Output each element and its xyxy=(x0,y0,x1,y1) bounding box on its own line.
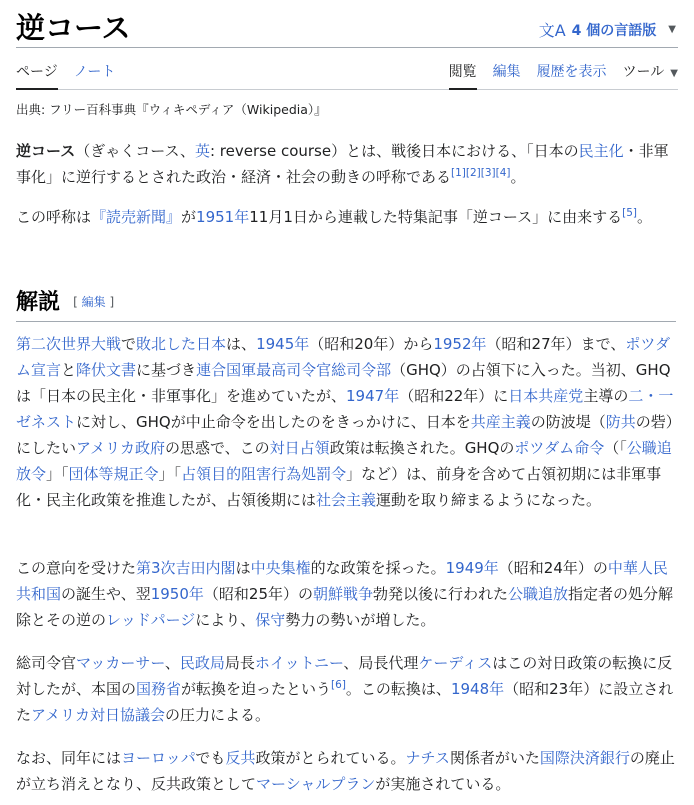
text: の廃止が立ち消えとなり、反共政策として xyxy=(16,749,675,793)
text: 政策がとられている。 xyxy=(255,749,406,767)
link[interactable]: 日本共産党 xyxy=(508,387,584,405)
tab-page[interactable]: ページ xyxy=(16,58,58,90)
link[interactable]: 共産主義 xyxy=(470,413,531,431)
text: に基づき xyxy=(136,361,197,379)
section-heading-row xyxy=(16,286,676,322)
link[interactable]: ポツダム宣言 xyxy=(16,335,671,379)
text: 総司令官 xyxy=(16,654,77,672)
link[interactable]: 公職追放 xyxy=(508,585,569,603)
text: （「 xyxy=(604,439,627,457)
translate-icon: 文A xyxy=(538,21,566,40)
reference-6[interactable]: [6] xyxy=(331,679,346,691)
text: はこの対日政策の転換に反対したが、本国の xyxy=(16,654,673,698)
explanation-paragraph-1 xyxy=(16,331,676,513)
reference-2[interactable]: [2] xyxy=(465,167,481,179)
text: 的な政策を採った。 xyxy=(310,559,446,577)
text: （昭和24年）の xyxy=(498,559,608,577)
explanation-paragraph-4 xyxy=(16,745,676,797)
link-democratization[interactable]: 民主化 xyxy=(578,142,624,160)
text: 運動を取り締まるようになった。 xyxy=(376,491,602,509)
section-edit xyxy=(73,295,114,309)
text: 。この転換は、 xyxy=(345,680,451,698)
text: により、 xyxy=(195,611,256,629)
tab-history[interactable]: 履歴を表示 xyxy=(536,64,607,80)
tab-tools[interactable] xyxy=(623,58,678,90)
text: が xyxy=(181,208,197,226)
chevron-down-icon: ▼ xyxy=(668,24,676,35)
text: 指定者の処分解除とその逆の xyxy=(16,585,674,629)
text: なお、同年には xyxy=(16,749,122,767)
intro-paragraph xyxy=(16,138,676,190)
text: （昭和22年）に xyxy=(399,387,509,405)
link[interactable]: ヨーロッパ xyxy=(121,749,196,767)
link[interactable]: 占領目的阻害行為処罰令 xyxy=(181,465,347,483)
reference-3[interactable]: [3] xyxy=(480,167,496,179)
link[interactable]: ホイットニー xyxy=(254,654,344,672)
link[interactable]: 防共 xyxy=(605,413,636,431)
bracket: ] xyxy=(109,295,115,309)
link[interactable]: アメリカ政府 xyxy=(76,439,165,457)
text: 政策は転換された。GHQの xyxy=(329,439,515,457)
tab-read[interactable]: 閲覧 xyxy=(449,58,477,90)
link[interactable]: ポツダム命令 xyxy=(514,439,605,457)
section-edit-link[interactable]: 編集 xyxy=(81,295,106,309)
text: の防波堤（ xyxy=(530,413,606,431)
link[interactable]: マーシャルプラン xyxy=(256,775,376,793)
link[interactable]: 1952年 xyxy=(433,335,487,353)
explanation-paragraph-3 xyxy=(16,650,676,728)
link[interactable]: 連合国軍最高司令官総司令部 xyxy=(196,361,392,379)
link[interactable]: ナチス xyxy=(405,749,450,767)
text: 関係者がいた xyxy=(449,749,540,767)
link[interactable]: 社会主義 xyxy=(316,491,377,509)
language-button-label: 4 個の言語版 xyxy=(571,22,657,39)
link[interactable]: 第3次吉田内閣 xyxy=(136,559,236,577)
link[interactable]: 二・一ゼネスト xyxy=(16,387,674,431)
link[interactable]: ケーディス xyxy=(418,654,493,672)
link[interactable]: 公職追放令 xyxy=(16,439,672,483)
text: は、 xyxy=(226,335,257,353)
link[interactable]: 中央集権 xyxy=(250,559,311,577)
text: （GHQ）の占領下に入った。当初、GHQは「日本の民主化・非軍事化」を進めていたが、 xyxy=(16,361,671,405)
link[interactable]: 中華人民共和国 xyxy=(16,559,668,603)
link[interactable]: 朝鮮戦争 xyxy=(313,585,374,603)
text: 11月1日から連載した特集記事「逆コース」に由来する xyxy=(249,208,623,226)
page-title: 逆コース xyxy=(16,11,131,45)
link[interactable]: 1947年 xyxy=(346,387,400,405)
text: の誕生や、翌 xyxy=(61,585,151,603)
text: この呼称は xyxy=(16,208,92,226)
text: （昭和27年）まで、 xyxy=(486,335,626,353)
link[interactable]: 民政局 xyxy=(179,654,225,672)
reference-4[interactable]: [4] xyxy=(495,167,511,179)
chevron-down-icon: ▼ xyxy=(670,68,678,79)
text: に対し、GHQが中止命令を出したのをきっかけに、日本を xyxy=(76,413,471,431)
link[interactable]: 保守 xyxy=(255,611,286,629)
text: が実施されている。 xyxy=(375,775,511,793)
text: 。 xyxy=(637,208,653,226)
text: 」「 xyxy=(46,465,69,483)
text: この意向を受けた xyxy=(16,559,137,577)
link-1951[interactable]: 1951年 xyxy=(196,208,250,226)
text: 主導の xyxy=(583,387,629,405)
link[interactable]: 敗北した日本 xyxy=(136,335,227,353)
link[interactable]: 団体等規正令 xyxy=(68,465,159,483)
text: は xyxy=(235,559,251,577)
title-row xyxy=(16,10,678,48)
text: 」「 xyxy=(158,465,182,483)
link[interactable]: 国務省 xyxy=(136,680,182,698)
text: 、 xyxy=(164,654,180,672)
link[interactable]: 1948年 xyxy=(450,680,505,698)
text: （昭和23年）に設立された xyxy=(16,680,674,724)
term-bold: 逆コース xyxy=(16,142,76,160)
text: が転換を迫ったという xyxy=(181,680,332,698)
text: 勢力の勢いが増した。 xyxy=(285,611,436,629)
tab-tools-label: ツール xyxy=(622,64,665,80)
link-english[interactable]: 英 xyxy=(194,142,210,160)
explanation-paragraph-2 xyxy=(16,555,676,633)
origin-paragraph xyxy=(16,204,676,230)
language-button[interactable] xyxy=(539,18,676,41)
link[interactable]: 対日占領 xyxy=(269,439,330,457)
tab-talk[interactable]: ノート xyxy=(73,64,116,80)
link[interactable]: 1949年 xyxy=(445,559,499,577)
text: の思惑で、この xyxy=(164,439,270,457)
section-heading: 解説 xyxy=(16,289,61,315)
bracket: [ xyxy=(73,295,78,309)
text: 、局長代理 xyxy=(343,654,419,672)
text: 」など）は、前身を含めて占領初期には非軍事化・民主化政策を推進したが、占領後期には xyxy=(16,465,662,509)
tagline: 出典: フリー百科事典『ウィキペディア（Wikipedia）』 xyxy=(16,102,327,117)
link[interactable]: レッドパージ xyxy=(106,611,196,629)
link[interactable]: 降伏文書 xyxy=(76,361,137,379)
link[interactable]: 1945年 xyxy=(256,335,310,353)
text: （ぎゃくコース、 xyxy=(75,142,195,160)
link[interactable]: マッカーサー xyxy=(76,654,165,672)
link[interactable]: アメリカ対日協議会 xyxy=(31,706,165,724)
tabs-row xyxy=(16,58,678,90)
text: ・非軍事化」に逆行するとされた政治・経済・社会の動きの呼称である xyxy=(16,142,669,186)
link[interactable]: 1950年 xyxy=(150,585,204,603)
text: でも xyxy=(195,749,226,767)
text: 勃発以後に行われた xyxy=(373,585,509,603)
text: の砦）にしたい xyxy=(16,413,674,457)
reference-5[interactable]: [5] xyxy=(622,207,637,219)
link[interactable]: 反共 xyxy=(225,749,256,767)
link-yomiuri[interactable]: 『読売新聞』 xyxy=(91,208,182,226)
text: 。 xyxy=(510,168,526,186)
text: : reverse course）とは、戦後日本における、「日本の xyxy=(209,142,579,160)
text: と xyxy=(61,361,77,379)
link[interactable]: 第二次世界大戦 xyxy=(16,335,122,353)
text: で xyxy=(121,335,137,353)
text: 局長 xyxy=(224,654,255,672)
text: の圧力による。 xyxy=(164,706,270,724)
text: （昭和20年）から xyxy=(309,335,434,353)
link[interactable]: 国際決済銀行 xyxy=(539,749,630,767)
tab-edit[interactable]: 編集 xyxy=(492,64,521,80)
text: （昭和25年）の xyxy=(203,585,313,603)
reference-1[interactable]: [1] xyxy=(451,167,466,179)
